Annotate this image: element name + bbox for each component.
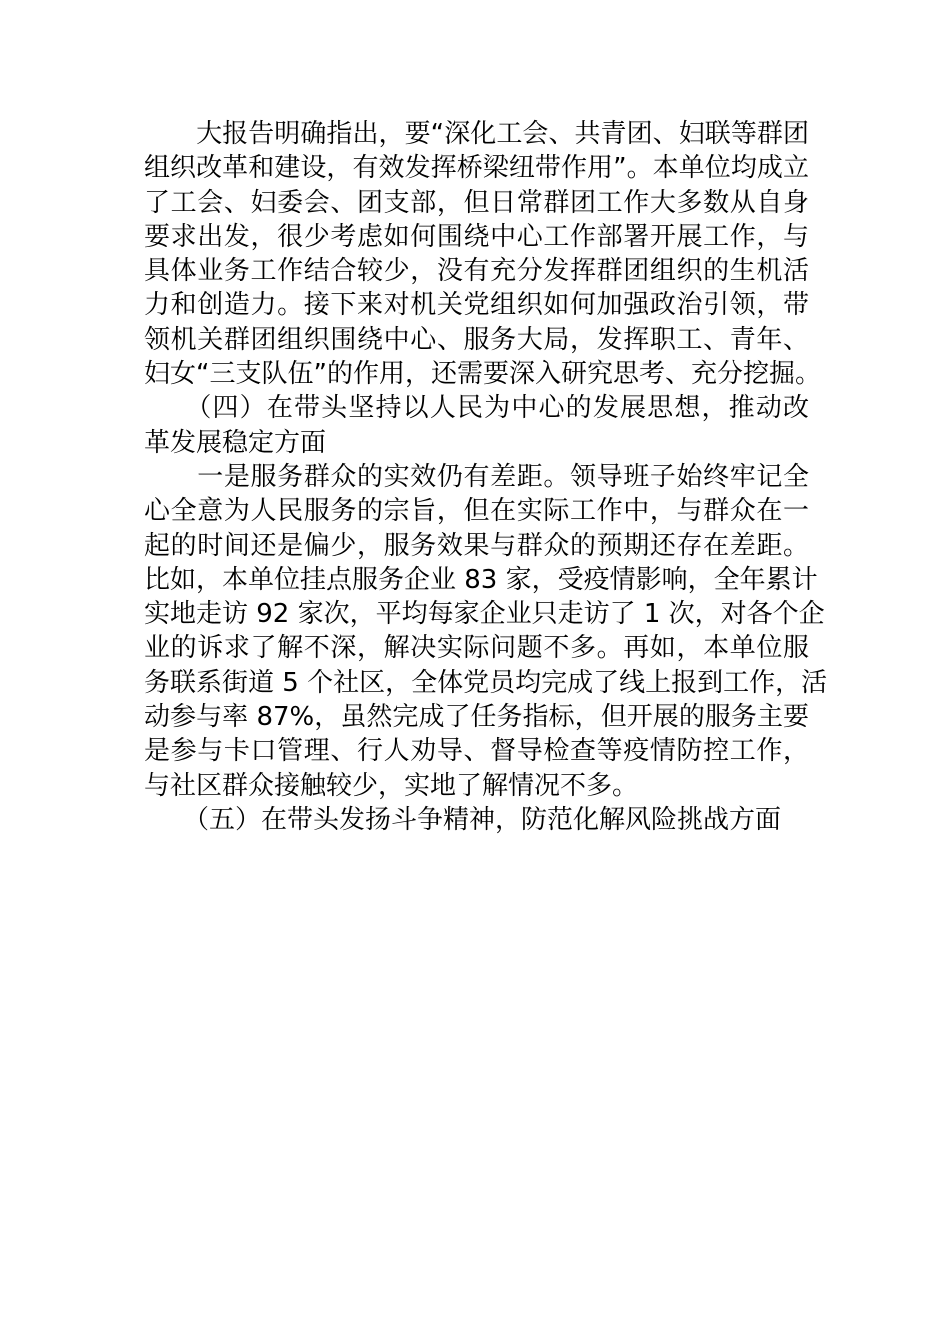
- text-line: 具体业务工作结合较少，没有充分发挥群团组织的生机活: [144, 256, 809, 287]
- text-line: 起的时间还是偏少，服务效果与群众的预期还存在差距。: [144, 530, 809, 561]
- text-line: 动参与率 87%，虽然完成了任务指标，但开展的服务主要: [144, 702, 809, 733]
- paragraph-mass-organizations: [144, 117, 821, 391]
- text-line: 组织改革和建设，有效发挥桥梁纽带作用”。本单位均成立: [144, 153, 809, 184]
- heading-line: 革发展稳定方面: [144, 427, 327, 458]
- text-line: 是参与卡口管理、行人劝导、督导检查等疫情防控工作，: [144, 736, 809, 767]
- section-heading-five: [144, 803, 809, 837]
- document-body: [144, 117, 828, 837]
- text-line: 力和创造力。接下来对机关党组织如何加强政治引领，带: [144, 290, 809, 321]
- text-line: 领机关群团组织围绕中心、服务大局，发挥职工、青年、: [144, 324, 809, 355]
- text-line: 要求出发，很少考虑如何围绕中心工作部署开展工作，与: [144, 221, 809, 252]
- text-line: 大报告明确指出，要“深化工会、共青团、妇联等群团: [144, 119, 809, 149]
- text-line: 妇女“三支队伍”的作用，还需要深入研究思考、充分挖掘。: [144, 359, 821, 390]
- text-line: 比如，本单位挂点服务企业 83 家，受疫情影响，全年累计: [144, 564, 818, 595]
- text-line: 实地走访 92 家次，平均每家企业只走访了 1 次，对各个企: [144, 599, 825, 630]
- text-line: 与社区群众接触较少，实地了解情况不多。: [144, 770, 639, 801]
- text-line: 了工会、妇委会、团支部，但日常群团工作大多数从自身: [144, 187, 809, 218]
- heading-line: （四）在带头坚持以人民为中心的发展思想，推动改: [144, 393, 809, 424]
- heading-line: （五）在带头发扬斗争精神，防范化解风险挑战方面: [144, 804, 782, 835]
- text-line: 心全意为人民服务的宗旨，但在实际工作中，与群众在一: [144, 496, 809, 527]
- text-line: 一是服务群众的实效仍有差距。领导班子始终牢记全: [144, 461, 809, 492]
- section-heading-four: [144, 391, 809, 460]
- paragraph-service-gap: [144, 460, 828, 803]
- text-line: 务联系街道 5 个社区，全体党员均完成了线上报到工作，活: [144, 667, 828, 698]
- text-line: 业的诉求了解不深，解决实际问题不多。再如，本单位服: [144, 633, 809, 664]
